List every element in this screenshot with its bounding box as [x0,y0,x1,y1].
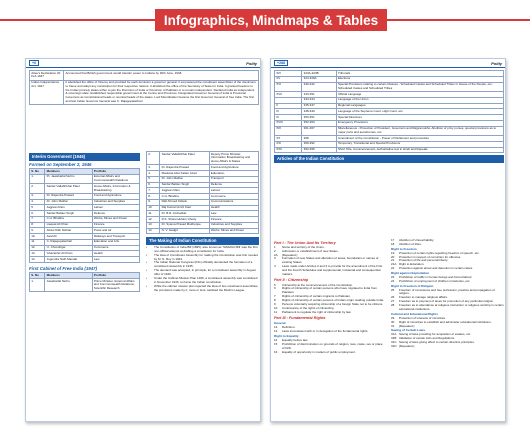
making-item-text: The Indian National Congress (INC) officially demanded the formation of a constituent assembly in 1935. [154,260,253,269]
interim-cell-2: Labour [92,205,139,211]
cabinet-cont-cell-0: 14. [147,228,160,234]
cabinet-cont-cell-1: Dr. John Mathai [160,176,209,182]
bullet-icon: • [146,283,148,288]
cabinet-cont-cell-2: Communications [209,199,258,205]
cabinet-cont-cell-1: Raj Kumari Amrit Kaur [160,205,209,211]
cabinet-cont-cell-1: Maulana Abul Kalam Azad [160,171,209,177]
parts-cell-2: Regional Languages [336,103,503,109]
part1-text: Name and territory of the Union. [282,244,325,249]
cabinet-cont-cell-1: Dr. B.R. Ambedkar [160,211,209,217]
interim-cell-1: Liaquat Ali Khan [45,222,92,228]
saving-text: Validation of certain Acts and Regulations. [399,336,455,341]
general-num: 13 [274,329,278,334]
interim-row [30,174,140,184]
part1-text: Laws made under Articles 2 and 3 to provide for the amendment of the First and the Fourth Schedules and supplemental, incidental and consequential matters. [282,264,383,276]
freedom-text: Protection in respect of conviction for offences. [399,254,462,259]
parts-cell-2: Special Directives [336,115,503,121]
parts-row [275,147,504,153]
untouch-num: 18 [391,241,395,246]
parts-cell-0: IV [275,115,302,121]
interim-cell-2: Health [92,251,139,257]
saving-text: [Repealed.] [399,343,415,348]
interim-cell-1: Jagjivan Ram [45,205,92,211]
cabinet-cont-cell-2: Industries and Supplies [209,222,258,228]
parts-row [275,126,504,136]
parts-cell-0: XV [275,76,302,82]
religion-text: Freedom of conscience and free profession, practice and propagation of religion. [399,287,495,296]
part1-num: 1 [274,244,276,249]
parts-cell-2: Emergency Provisions [336,120,503,126]
articles-col-1 [274,239,385,354]
part3-heading: Part III : Fundamental Rights [274,316,326,321]
cabinet-cont-cell-1: Jagjivan Ram [160,188,209,194]
cabinet-cont-cell-0: 6. [147,182,160,188]
interim-row [30,184,140,194]
part1-num: 3 [274,256,276,261]
equality-text: Equality of opportunity in matters of public employment. [282,349,356,354]
general-text: Laws inconsistent with or in derogation of the fundamental rights. [282,329,369,334]
interim-cell-1: C.H. Bhabha [45,216,92,222]
parts-cell-1: 352-360 [302,120,336,126]
schedule-table-wrap [274,70,504,163]
parts-row [275,82,504,92]
saving-text: Saving of laws providing for acquisition of estates, etc. [399,332,472,337]
parts-cell-0: III [275,109,302,115]
act-name: Indian Independence Act, 1947 [30,80,64,105]
left-page-header [26,59,260,68]
cabinet-header-0: S. No [30,273,45,279]
parts-cell-1: 345-347 [302,103,336,109]
bullet-icon: • [146,244,148,249]
equality-item [274,351,385,355]
part1-heading: Part I : The Union And Its Territory [274,240,336,245]
cabinet-cont-cell-2: Defence [209,182,258,188]
cabinet-cont-cell-0: 3. [147,165,160,171]
articles-bar: Articles of the Indian Constitution [274,155,504,163]
cabinet-cont-cell-0: 8. [147,194,160,200]
part2-num: 9 [274,302,276,307]
right-page-header [271,59,505,68]
making-item [146,285,259,293]
part2-text: Citizenship at the commencement of the Constitution. [282,282,354,287]
act-row [30,71,259,81]
banner-rule-right [387,19,530,21]
religion-num: 25 [391,287,395,292]
cabinet-cont-cell-1: N. V. Gadgil [160,228,209,234]
parts-cell-1: 330-342 [302,82,336,92]
general-text: Definition. [282,325,296,330]
parts-cell-0: XVII [275,92,302,98]
cabinet-cont-cell-0: 2. [147,152,160,165]
part2-num: 6 [274,286,276,291]
parts-cell-0: XXI [275,141,302,147]
interim-cell-2: Commerce [92,245,139,251]
cabinet-cont-cell-2: Law [209,211,258,217]
right-page-number: +288 [274,60,288,66]
interim-cell-1: Sardar Vallabhbhai Patel [45,184,92,194]
interim-subtitle: Formed on September 2, 1946 [29,161,92,167]
freedom-text: Protection of certain rights regarding freedom of speech, etc. [399,250,480,255]
part2-text: Rights of citizenship of certain persons of Indian origin residing outside India. [282,298,384,303]
religion-text: Freedom to manage religious affairs. [399,295,448,300]
interim-cell-0: 14. [30,257,45,263]
cabinet-cont-cell-2: Finance [209,217,258,223]
act-table [29,70,259,105]
interim-cell-2: Works, Mines and Power [92,216,139,222]
interim-cell-2: Food and Agriculture [92,193,139,199]
act-name: Atlee's Declaration 20 Feb 1947 [30,71,64,81]
saving-heading: Saving of Certain Laws [391,328,426,333]
part1-text: Formation of new States and alteration of areas, boundaries or names of existing States. [282,256,379,265]
interim-cell-1: Asaf Ali [45,234,92,240]
left-page-section: Polity [246,60,257,66]
general-heading: General [274,321,286,326]
cabinet-cont-cell-1: Dr. Syama Prasad Mukherjee [160,222,209,228]
part2-text: Persons voluntarily acquiring citizenship of a foreign State not to be citizens. [282,302,384,307]
interim-cell-1: C. Rajagopalachari [45,239,92,245]
part1-num: 2A [274,252,278,257]
parts-cell-2: Temporary, Transitional and Special Provisions [336,141,503,147]
part2-num: 7 [274,294,276,299]
parts-cell-1: 350-351 [302,115,336,121]
interim-cell-2: Posts and Air [92,228,139,234]
right-page-section: Polity [491,60,502,66]
cabinet-header-2: Portfolio [92,273,139,279]
making-item-text: While the cabinet mission plan rejected the idea of two constituent assemblies, the provisions made by it, more or less, satisfied the Muslim League. [154,283,259,292]
interim-cell-2: Finance [92,222,139,228]
cabinet-cell-2: Prime Minister, External Affairs and Commonwealth Relations, Scientific Research [92,279,139,292]
interim-table [29,168,140,263]
cabinet-cont-cell-0: 12. [147,217,160,223]
exploit-num: 24 [391,278,395,283]
freedom-num: 22 [391,266,395,271]
untouch-num: 17 [391,238,395,242]
interim-cell-0: 10. [30,234,45,240]
parts-cell-1: 324-329A [302,76,336,82]
cultural-num: 31 [391,323,395,328]
part1-text: [Repealed.] [282,252,298,257]
interim-header-2: Portfolio [92,169,139,175]
saving-num: 31B [391,336,397,341]
freedom-num: 20 [391,254,395,259]
banner-title: Infographics, Mindmaps & Tables [155,9,387,31]
act-description: It abolished the office of Viceroy and provided for each dominion a governor general. It empowered the constituent assemblies of the dominions to frame and adopt any constitution for their respective nations. It abolished the office of the Secretary of State for India. It granted freedom to the Indian princely states either to join the Dominion of India or Dominion of Pakistan or to remain independent. Declared India as independent & sovereign state. Established responsible government at the Centre and Provinces. Designated Governor General of India & Provincial Governors as Constitutional heads or nominal heads of the states. Lord Mountbatten became the first Governor General of free India. The first and last Indian Governor General was C. Rajagopalachari. [64,80,259,105]
articles-col-2 [391,239,504,349]
bullet-icon: • [146,268,148,273]
interim-cell-0: 5. [30,205,45,211]
equality-num: 14 [274,337,278,342]
cabinet-cont-cell-2: Health [209,205,258,211]
cabinet-cont-cell-2: Transport [209,176,258,182]
cabinet-cont-cell-2: Education [209,171,258,177]
cabinet-cont-cell-0: 13. [147,222,160,228]
interim-cell-0: 7. [30,216,45,222]
interim-cell-1: I.I. Chundrigar [45,245,92,251]
interim-cell-1: Dr. Rajendra Prasad [45,193,92,199]
parts-cell-0: XVIII [275,120,302,126]
freedom-heading: Right to Freedom [391,246,417,251]
parts-cell-2: Language of the Union [336,97,503,103]
interim-cell-2: Railways and Transport [92,234,139,240]
part2-num: 10 [274,305,278,310]
religion-text: Freedom as to attendance at religious instruction or religious worship in certain educational institutions. [399,303,504,311]
interim-cell-0: 8. [30,222,45,228]
exploit-num: 23 [391,274,395,279]
part2-text: Parliament to regulate the right of citizenship by law. [282,309,352,314]
cabinet-table-continued [146,151,259,234]
parts-cell-0: II [275,103,302,109]
interim-cell-0: 3. [30,193,45,199]
cultural-text: [Repealed.] [399,323,415,328]
interim-cell-2: Home Affairs, Information & Broadcasting [92,184,139,194]
left-right-col [146,151,259,293]
freedom-text: Right to Education. [399,262,425,267]
religion-item [391,304,504,312]
parts-cell-0: XXII [275,147,302,153]
exploit-text: Prohibition of traffic in human beings and forced labour. [399,274,473,279]
cultural-num: 30 [391,319,395,324]
untouch-text: Abolition of Untouchability. [399,238,435,242]
parts-cell-1: 323A-323B [302,71,336,77]
part2-num: 11 [274,309,278,314]
interim-cell-2: Education and Arts [92,239,139,245]
interim-cell-0: 1. [30,174,45,184]
interim-cell-1: Dr. John Mathai [45,199,92,205]
parts-cell-2: Short Title, Commencement, Authoritative text in Hindi and Repeals [336,147,503,153]
cabinet-cell-0: 1. [30,279,45,292]
parts-cell-2: Amendment of the Constitution - Power of Parliament and procedure [336,136,503,142]
parts-cell-2: Tribunals [336,71,503,77]
parts-cell-1: 368 [302,136,336,142]
cabinet-cont-cell-1: R.K. Shanmukham Chetty [160,217,209,223]
freedom-num: 21A [391,262,397,267]
religion-num: 27 [391,299,395,304]
cabinet-cont-cell-0: 10. [147,205,160,211]
cabinet-cont-cell-1: Dr. Rajendra Prasad [160,165,209,171]
interim-row [30,257,140,263]
left-top-table-wrap [29,70,259,105]
parts-cell-2: Special Provisions relating to certain Classes - Scheduled Castes and Scheduled Tribes in House of the People, etc.; Scheduled Castes and Scheduled Tribes [336,82,503,92]
cabinet-cont-cell-1: C.H. Bhabha [160,194,209,200]
cabinet-cont-cell-2: Deputy Prime Minister, Information Broadcasting and Home Affairs & States [209,152,258,165]
general-num: 12 [274,325,278,330]
cabinet-cont-cell-0: 4. [147,171,160,177]
parts-cell-2: Official Language [336,92,503,98]
interim-cell-1: Pt. Jawaharlal Nehru [45,174,92,184]
part2-num: 5 [274,282,276,287]
cultural-num: 29 [391,315,395,320]
parts-cell-1: 348-349 [302,109,336,115]
left-col [29,151,140,292]
cultural-heading: Cultural and Educational Rights [391,311,438,316]
parts-cell-1: 369-392 [302,141,336,147]
saving-text: Saving of laws giving effect to certain directive principles. [399,340,475,345]
parts-cell-1: 343-351 [302,92,336,98]
interim-cell-1: Ghazanfar Ali Khan [45,251,92,257]
interim-cell-0: 9. [30,228,45,234]
equality-heading: Right to Equality [274,333,299,338]
parts-cell-0: XVI [275,82,302,92]
bullet-icon: • [146,260,148,265]
cabinet-cont-row [147,152,259,165]
part1-num: 4 [274,264,276,269]
bullet-icon: • [146,276,148,280]
part1-text: Admission or establishment of new States. [282,248,339,253]
parts-cell-0: XIV [275,71,302,77]
exploit-text: Prohibition of employment of children in factories, etc. [399,278,471,283]
cabinet-cont-cell-2: Food and Agriculture [209,165,258,171]
saving-item [391,345,504,349]
making-item-text: The Constitution of India Bill (1895), also known as 'SWARAJ Bill' was the first non-official attempt at drafting a constitution for India. [154,244,258,253]
parts-cell-2: Miscellaneous - Protection of President, Governors and Rajpramukhs, Abolition of privy purses, special provisions as to major ports and aerodromes, etc. [336,126,503,136]
untouch-text: Abolition of titles. [399,241,422,246]
left-page-number: +6 [29,60,39,66]
parts-cell-1: 343-344 [302,97,336,103]
cabinet-cont-cell-2: Labour [209,188,258,194]
bullet-icon: • [146,252,148,257]
freedom-num: 21 [391,258,395,263]
parts-table [274,70,504,153]
interim-header-1: Members [45,169,92,175]
interim-cell-2: Defence [92,211,139,217]
parts-cell-1: 361-367 [302,126,336,136]
religion-heading: Right to Freedom of Religion [391,283,434,288]
interim-cell-1: Jogendra Nath Mandal [45,257,92,263]
religion-text: Freedom as to payment of taxes for promotion of any particular religion. [399,299,495,304]
cabinet-cell-1: Jawaharlal Nehru [45,279,92,292]
making-bar: The Making of Indian Constitution [146,237,259,245]
interim-bar: Interim Government (1946) [29,153,140,161]
interim-cell-0: 11. [30,239,45,245]
saving-num: 31C [391,340,397,345]
part2-text: Rights of citizenship of certain migrants to Pakistan. [282,294,351,299]
making-item-text: The demand was accepted, in principle, for a constituent assembly in August offer of 1940. [154,268,256,277]
part1-item [274,265,385,277]
parts-cell-1: 393-395 [302,147,336,153]
making-item-text: Under the Cabinet Mission Plan 1946, a constituent assembly was constituted in November 1946, to frame the Indian constitution. [154,276,258,284]
religion-num: 28 [391,303,395,308]
cabinet-cont-cell-1: Sardar Vallabhbhai Patel [160,152,209,165]
interim-header-0: S. No [30,169,45,175]
parts-cell-2: Elections [336,76,503,82]
cabinet-table [29,272,140,292]
making-item-text: The idea of Constituent Assembly for making the Constitution was first mooted by M. N. Roy in 1934. [154,252,258,261]
interim-cell-1: Sardar Baldev Singh [45,211,92,217]
freedom-num: 19 [391,250,395,255]
interim-cell-2: Industries and Supplies [92,199,139,205]
cultural-text: Right of minorities to establish and administer educational institutions. [399,319,492,324]
cabinet-cont-cell-0: 9. [147,199,160,205]
part2-heading: Part II : Citizenship [274,278,309,283]
equality-num: 15 [274,341,278,346]
cabinet-cont-row [147,228,259,234]
cabinet-cont-cell-1: Rafi Ahmed Kidwai [160,199,209,205]
banner [0,0,530,36]
saving-num: 31A [391,332,397,337]
parts-cell-0: XX [275,136,302,142]
making-list [146,245,259,293]
cabinet-cont-cell-1: Sardar Baldev Singh [160,182,209,188]
interim-cell-2: Law [92,257,139,263]
freedom-text: Protection of life and personal liberty. [399,258,449,263]
cabinet-subtitle: First Cabinet of Free India (1947) [29,265,98,271]
cabinet-cont-cell-0: 7. [147,188,160,194]
cultural-text: Protection of interests of minorities. [399,315,446,320]
interim-cell-0: 2. [30,184,45,194]
freedom-text: Protection against arrest and detention in certain cases. [399,266,474,271]
interim-cell-0: 13. [30,251,45,257]
interim-cell-0: 12. [30,245,45,251]
interim-cell-1: Abdur Rab Nishtar [45,228,92,234]
interim-cell-0: 4. [30,199,45,205]
cabinet-cont-cell-2: Commerce [209,194,258,200]
part2-text: Continuance of the rights of citizenship. [282,305,335,310]
act-row [30,80,259,105]
banner-rule-left [0,19,155,21]
part2-num: 8 [274,298,276,303]
cabinet-cont-cell-0: 11. [147,211,160,217]
cabinet-cont-cell-2: Works, Mines and Power [209,228,258,234]
cabinet-row [30,279,140,292]
part2-text: Rights of citizenship of certain persons who have migrated to India from Pakistan. [282,286,378,295]
right-page [270,58,506,422]
interim-cell-0: 6. [30,211,45,217]
religion-num: 26 [391,295,395,300]
parts-cell-0: XIX [275,126,302,136]
act-description: Announced that British government would transfer power to Indians by 30th June, 1948. [64,71,259,81]
left-page [25,58,261,422]
equality-text: Prohibition of discrimination on grounds of religion, race, caste, sex or place of birth. [282,341,383,350]
equality-num: 16 [274,349,278,354]
parts-cell-2: Language of the Supreme Court, High Court, etc. [336,109,503,115]
exploit-heading: Right against Exploitation [391,270,430,275]
cabinet-header-1: Members [45,273,92,279]
equality-text: Equality before law. [282,337,309,342]
cabinet-cont-cell-0: 5. [147,176,160,182]
saving-num: 31D [391,343,397,348]
part1-num: 2 [274,248,276,253]
interim-cell-2: External Affairs and Commonwealth Relations [92,174,139,184]
